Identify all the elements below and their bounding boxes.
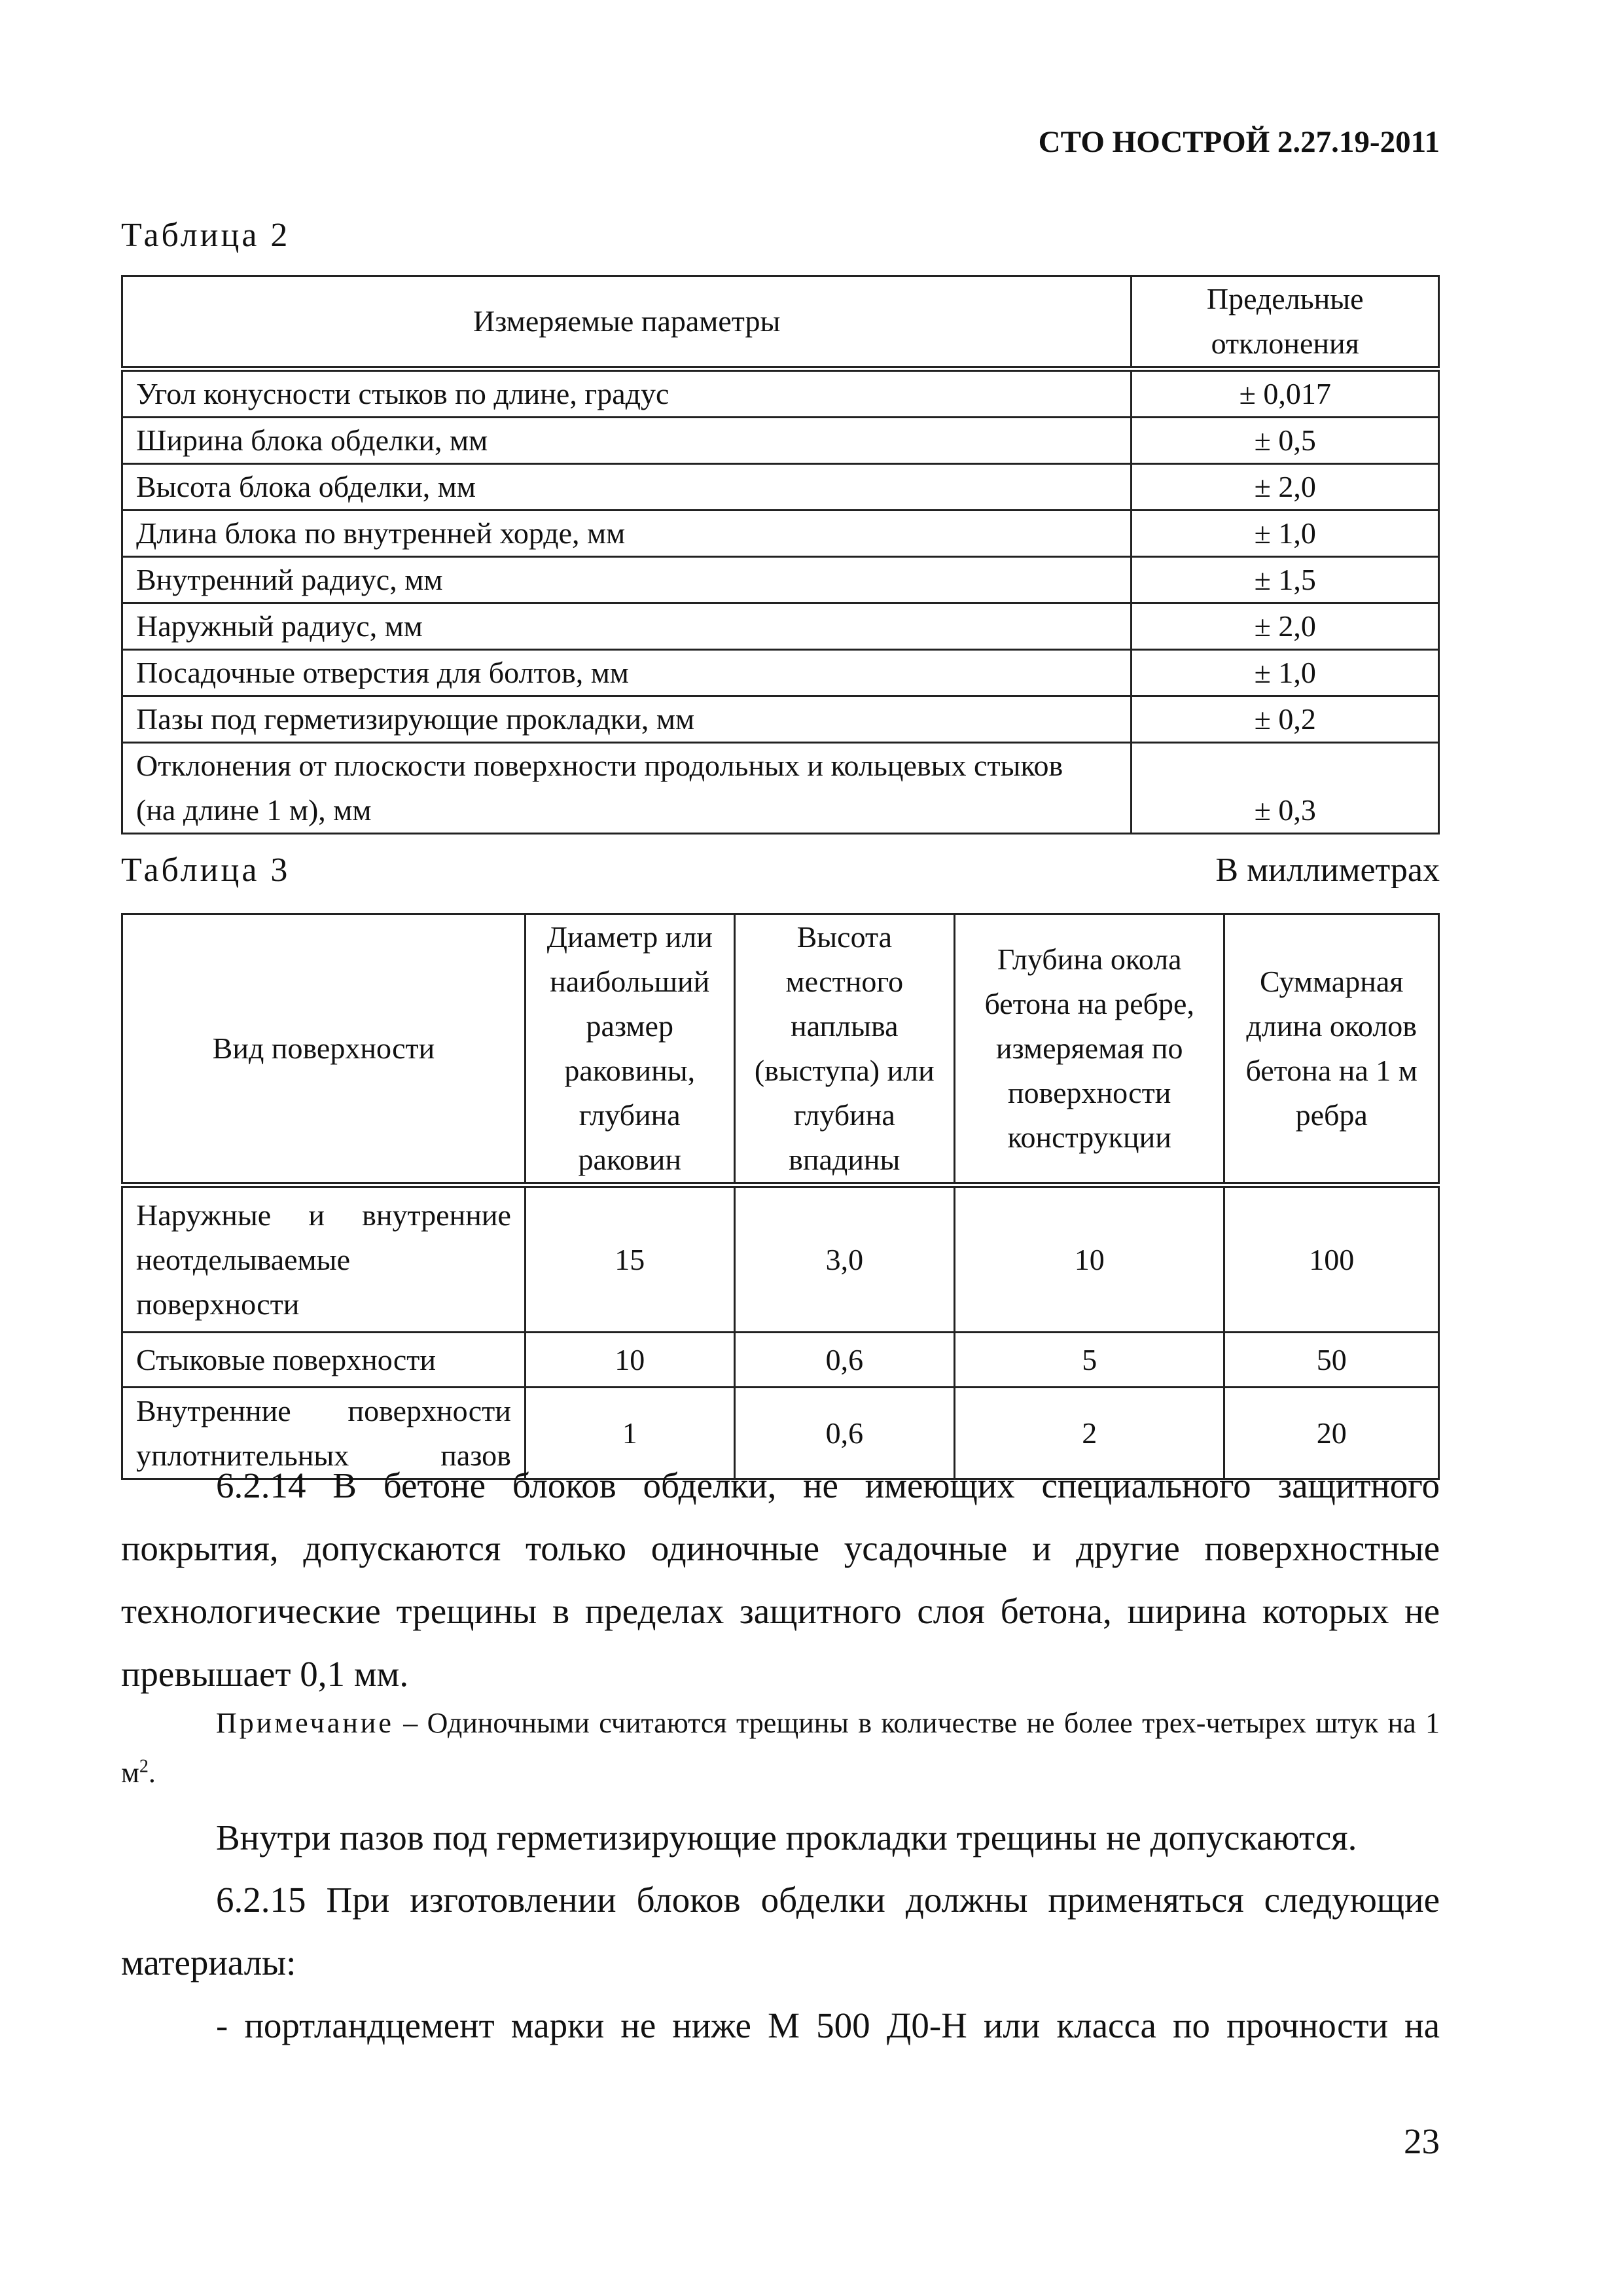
paragraph-grooves: Внутри пазов под герметизирующие прокладки трещины не допускаются.: [216, 1818, 1357, 1857]
note-end: .: [148, 1757, 156, 1789]
table-2-param-cell: Посадочные отверстия для болтов, мм: [122, 650, 1132, 696]
note-superscript: 2: [139, 1756, 149, 1777]
table-3-value-cell: 0,6: [734, 1333, 954, 1388]
table-2-last-param-line-2: (на длине 1 м), мм: [136, 793, 372, 827]
paragraph-6-2-14: 6.2.14 В бетоне блоков обделки, не имеющих специального защитного покрытия, допускаются только одиночные усадочные и другие поверхностные технологические трещины в пределах защитного слоя бетона, ширина которых не превышает 0,1 мм.: [121, 1465, 1440, 1694]
table-2-last-param-line-1: Отклонения от плоскости поверхности продольных и кольцевых стыков: [136, 749, 1063, 782]
table-row: [122, 369, 1439, 418]
table-2-value-cell: ± 1,0: [1132, 650, 1439, 696]
table-3-header-cavity: Диаметр или наибольший размер раковины, глубина раковин: [525, 914, 734, 1185]
table-row: [122, 557, 1439, 603]
table-3-header-chip-depth: Глубина окола бетона на ребре, измеряемая по поверхности конструкции: [955, 914, 1224, 1185]
table-2-param-cell: Длина блока по внутренней хорде, мм: [122, 511, 1132, 557]
table-3-value-cell: 100: [1224, 1185, 1439, 1333]
table-2-value-cell: ± 0,5: [1132, 418, 1439, 464]
note-paragraph: [121, 1698, 1440, 1798]
table-2-param-cell: Наружный радиус, мм: [122, 603, 1132, 650]
paragraph-6-2-15: 6.2.15 При изготовлении блоков обделки должны применяться следующие материалы:: [121, 1880, 1440, 1982]
table-2-caption: Таблица 2: [121, 217, 291, 254]
table-2-header-parameters: Измеряемые параметры: [122, 276, 1132, 369]
table-3-value-cell: 5: [955, 1333, 1224, 1388]
table-3-value-cell: 20: [1224, 1388, 1439, 1479]
table-2-value-cell: ± 2,0: [1132, 464, 1439, 511]
table-2-param-cell: Угол конусности стыков по длине, градус: [122, 369, 1132, 418]
table-3-caption: Таблица 3: [121, 852, 291, 889]
table-2-param-cell-multiline: [122, 743, 1132, 834]
table-3-value-cell: 10: [525, 1333, 734, 1388]
table-3-value-cell: 10: [955, 1185, 1224, 1333]
table-row: [122, 1333, 1439, 1388]
table-3-header-chip-length: Суммарная длина околов бетона на 1 м ребра: [1224, 914, 1439, 1185]
table-3-value-cell: 0,6: [734, 1388, 954, 1479]
table-2-value-cell: ± 2,0: [1132, 603, 1439, 650]
table-2-param-cell: Внутренний радиус, мм: [122, 557, 1132, 603]
table-2-value-cell: ± 0,3: [1132, 743, 1439, 834]
table-row: [122, 603, 1439, 650]
table-3-header-bump: Высота местного наплыва (выступа) или глубина впадины: [734, 914, 954, 1185]
table-3-value-cell: 50: [1224, 1333, 1439, 1388]
table-3-surface-cell: Внутренние поверхности уплотнительных пазов: [122, 1388, 526, 1479]
table-3-header-surface: Вид поверхности: [122, 914, 526, 1185]
table-3-units: В миллиметрах: [1215, 852, 1440, 889]
table-2-value-cell: ± 0,017: [1132, 369, 1439, 418]
table-3: [121, 913, 1440, 1480]
table-3-value-cell: 1: [525, 1388, 734, 1479]
page-number: 23: [1404, 2121, 1440, 2161]
table-row: [122, 1185, 1439, 1333]
table-row: [122, 418, 1439, 464]
table-3-value-cell: 3,0: [734, 1185, 954, 1333]
table-2: [121, 275, 1440, 834]
note-text: – Одиночными считаются трещины в количестве не более трех-четырех штук на 1 м: [121, 1707, 1440, 1789]
table-3-surface-cell: Наружные и внутренние неотделываемые поверхности: [122, 1185, 526, 1333]
table-3-value-cell: 2: [955, 1388, 1224, 1479]
paragraph-portland-cement: - портландцемент марки не ниже М 500 Д0-Н или класса по прочности на: [216, 2005, 1440, 2045]
table-row: [122, 743, 1439, 834]
table-2-header-deviations: Предельные отклонения: [1132, 276, 1439, 369]
table-2-value-cell: ± 1,5: [1132, 557, 1439, 603]
table-row: [122, 650, 1439, 696]
table-2-value-cell: ± 0,2: [1132, 696, 1439, 743]
table-2-param-cell: Высота блока обделки, мм: [122, 464, 1132, 511]
table-3-surface-cell: Стыковые поверхности: [122, 1333, 526, 1388]
table-2-param-cell: Ширина блока обделки, мм: [122, 418, 1132, 464]
note-label: Примечание: [216, 1707, 394, 1739]
table-3-value-cell: 15: [525, 1185, 734, 1333]
table-2-param-cell: Пазы под герметизирующие прокладки, мм: [122, 696, 1132, 743]
table-row: [122, 511, 1439, 557]
table-2-value-cell: ± 1,0: [1132, 511, 1439, 557]
table-row: [122, 464, 1439, 511]
document-code-header: СТО НОСТРОЙ 2.27.19-2011: [1038, 125, 1440, 159]
table-row: [122, 696, 1439, 743]
